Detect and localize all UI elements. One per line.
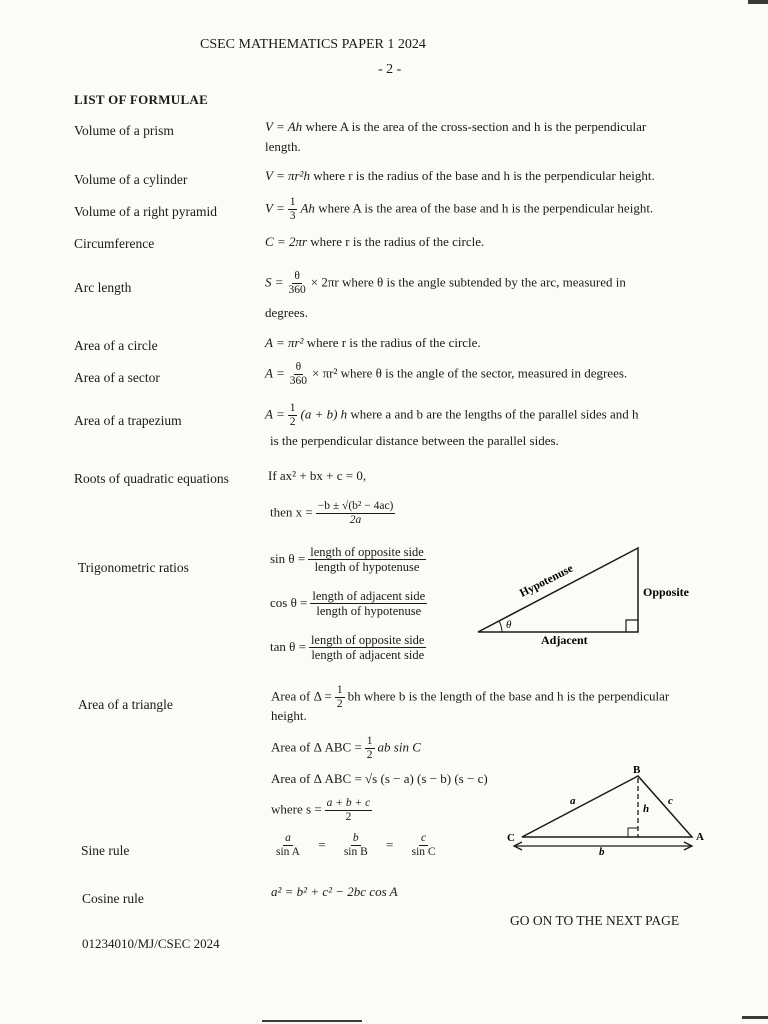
- tan-ratio: tan θ = $\frac{\text{length of opposite side}}{\text{length of adjacent side}}$: [270, 633, 425, 663]
- page-number: - 2 -: [378, 62, 402, 77]
- pyramid-formula: V = $\frac{1}{3}$ Ah where A is the area of the base and h is the perpendicular height.: [265, 196, 654, 223]
- triangle-area-formula: Area of Δ = $\frac{1}{2}$ bh where b is the length of the base and h is the perpendicular: [271, 684, 670, 711]
- quadratic-condition: If ax² + bx + c = 0,: [268, 468, 367, 483]
- page-header-title: CSEC MATHEMATICS PAPER 1 2024: [200, 37, 426, 52]
- angle-arc: [499, 621, 502, 632]
- triangle-area-formula-cont: height.: [271, 708, 307, 723]
- cylinder-formula: V = πr²h where r is the radius of the base and h is the perpendicular height.: [265, 168, 655, 183]
- arc-label: Arc length: [74, 280, 132, 295]
- circumference-formula: C = 2πr where r is the radius of the circle.: [265, 234, 485, 249]
- quadratic-label: Roots of quadratic equations: [74, 471, 229, 486]
- prism-formula-cont: length.: [265, 139, 301, 154]
- vertex-b-label: B: [633, 764, 641, 776]
- sine-rule-formula: $\frac{a}{\text{sin A}}$ = $\frac{b}{\text{sin B}}$ = $\frac{c}{\text{sin C}}$: [276, 832, 436, 859]
- sine-rule-label: Sine rule: [81, 843, 130, 858]
- theta-label: θ: [506, 619, 512, 631]
- cosine-rule-label: Cosine rule: [82, 891, 144, 906]
- sin-ratio: sin θ = $\frac{\text{length of opposite side}}{\text{length of hypotenuse}}$: [270, 545, 424, 575]
- adjacent-label: Adjacent: [541, 633, 588, 647]
- cylinder-label: Volume of a cylinder: [74, 172, 188, 187]
- side-c-label: c: [668, 795, 673, 807]
- trapezium-label: Area of a trapezium: [74, 413, 182, 428]
- arc-formula-cont: degrees.: [265, 305, 308, 320]
- triangle-area-absinc: Area of Δ ABC = $\frac{1}{2}$ ab sin C: [271, 735, 421, 762]
- abc-triangle-shape: [522, 776, 692, 837]
- scan-corner-mark-bottom: [742, 1016, 768, 1019]
- arc-formula: S = $\frac{\theta}{360}$ × 2πr where θ is the angle subtended by the arc, measured in: [265, 270, 626, 297]
- height-right-angle: [628, 828, 638, 837]
- side-a-label: a: [570, 795, 576, 807]
- triangle-area-heron: Area of Δ ABC = √s (s − a) (s − b) (s − c): [271, 771, 488, 786]
- trapezium-formula: A = $\frac{1}{2}$ (a + b) h where a and b are the lengths of the parallel sides and h: [265, 402, 639, 429]
- triangle-shape: [478, 548, 638, 632]
- trig-label: Trigonometric ratios: [78, 560, 189, 575]
- paper-code: 01234010/MJ/CSEC 2024: [82, 936, 220, 951]
- semi-perimeter: where s = $\frac{a + b + c}{2}$: [271, 797, 371, 824]
- sector-formula: A = $\frac{\theta}{360}$ × πr² where θ is the angle of the sector, measured in degrees.: [265, 361, 628, 388]
- right-angle-marker: [626, 620, 638, 632]
- opposite-label: Opposite: [643, 585, 690, 599]
- quadratic-formula: then x = $\frac{\text{−b ± √(b² − 4ac)}}{2a}$: [270, 500, 394, 527]
- cosine-rule-formula: a² = b² + c² − 2bc cos A: [271, 884, 398, 899]
- hypotenuse-label: Hypotenuse: [517, 562, 576, 600]
- scan-corner-mark: [748, 0, 768, 4]
- circumference-label: Circumference: [74, 236, 155, 251]
- vertex-c-label: C: [507, 832, 515, 844]
- pyramid-label: Volume of a right pyramid: [74, 204, 217, 219]
- triangle-area-label: Area of a triangle: [78, 697, 173, 712]
- next-page-notice: GO ON TO THE NEXT PAGE: [510, 913, 680, 928]
- circle-area-formula: A = πr² where r is the radius of the circle.: [265, 335, 481, 350]
- height-h-label: h: [643, 803, 650, 815]
- triangle-abc-diagram: [500, 762, 712, 858]
- side-b-label: b: [599, 846, 605, 858]
- prism-label: Volume of a prism: [74, 123, 174, 138]
- section-title: LIST OF FORMULAE: [74, 92, 209, 107]
- trapezium-formula-cont: is the perpendicular distance between the parallel sides.: [270, 433, 559, 448]
- prism-formula: V = Ah where A is the area of the cross-section and h is the perpendicular: [265, 119, 647, 134]
- circle-area-label: Area of a circle: [74, 338, 158, 353]
- sector-label: Area of a sector: [74, 370, 160, 385]
- scan-edge-line: [262, 1020, 362, 1022]
- vertex-a-label: A: [696, 831, 704, 843]
- cos-ratio: cos θ = $\frac{\text{length of adjacent side}}{\text{length of hypotenuse}}$: [270, 589, 426, 619]
- right-triangle-diagram: [470, 540, 710, 655]
